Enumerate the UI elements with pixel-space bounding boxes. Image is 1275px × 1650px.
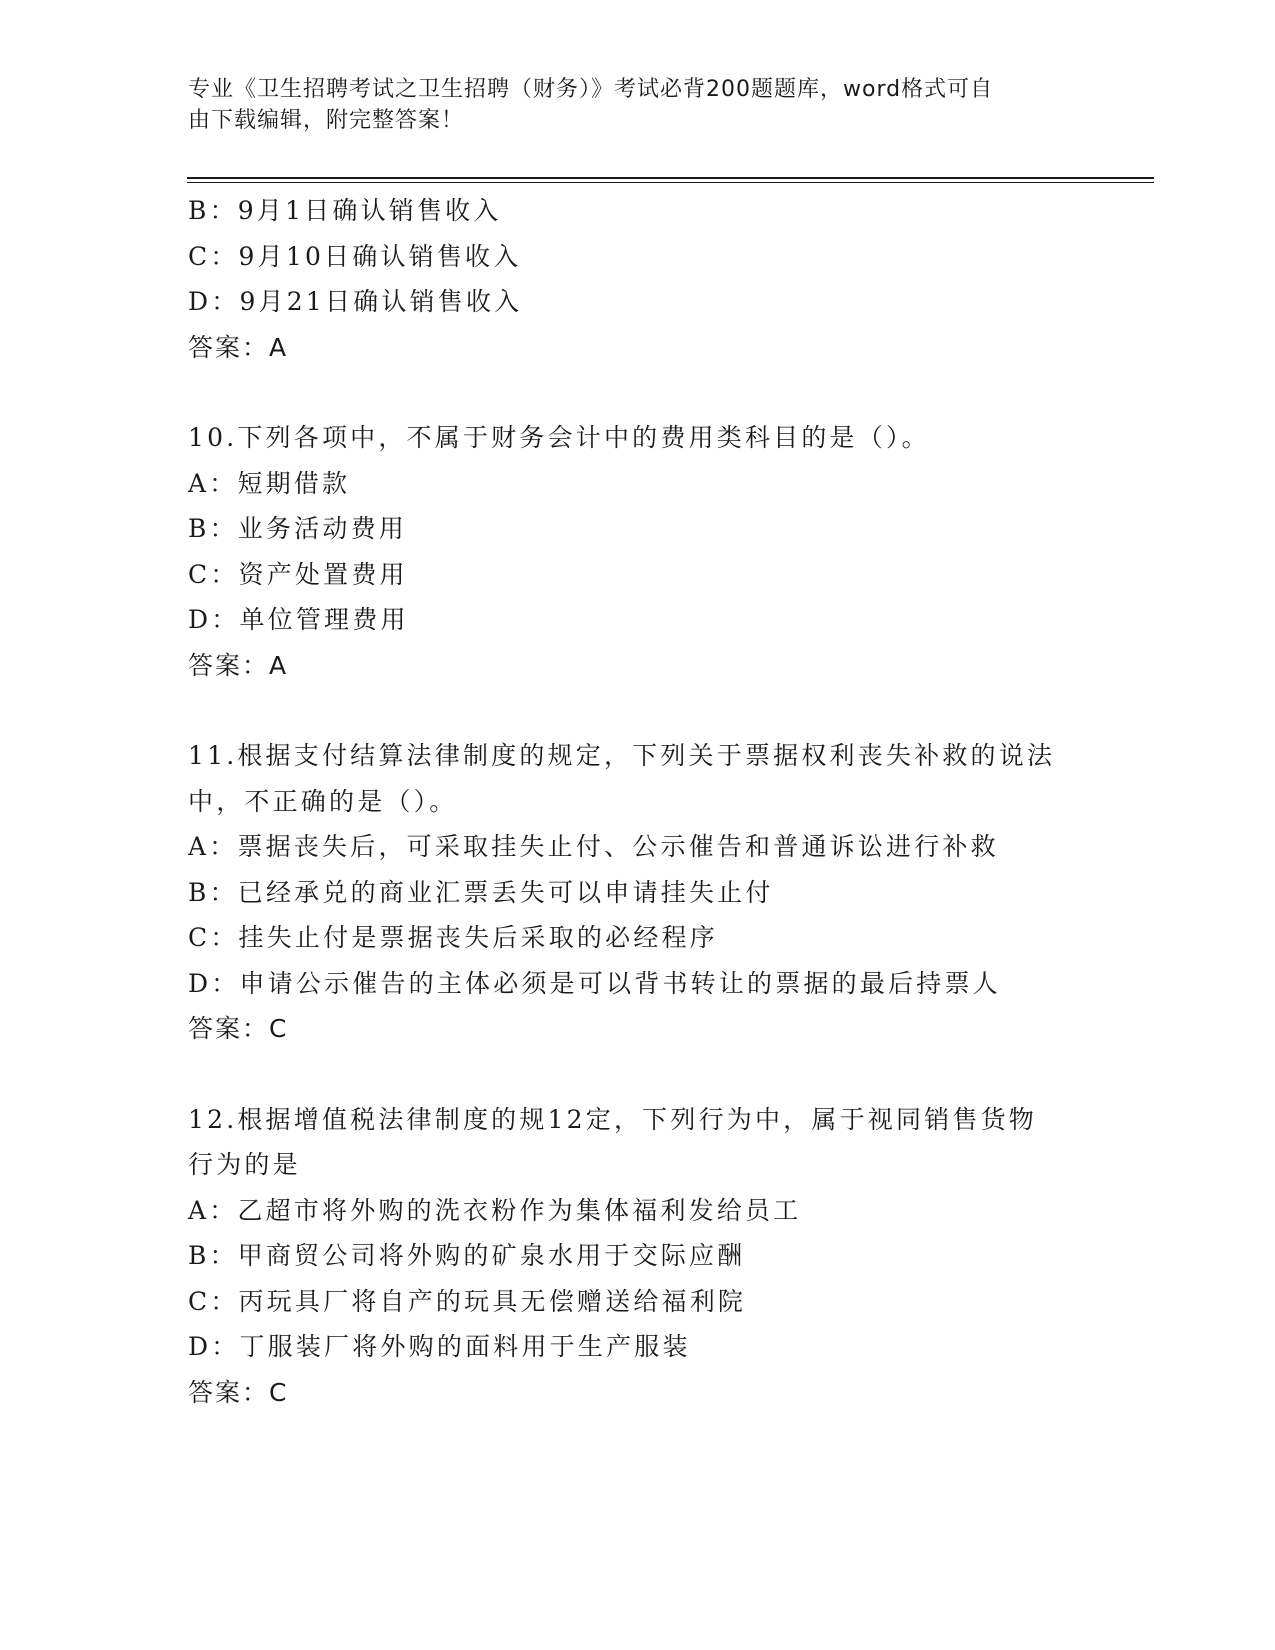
option-c: C：挂失止付是票据丧失后采取的必经程序 — [188, 923, 718, 952]
header-line-1: 专业《卫生招聘考试之卫生招聘（财务）》考试必背200题题库，word格式可自 — [188, 77, 994, 102]
document-header — [188, 74, 1068, 136]
option-c: C：丙玩具厂将自产的玩具无偿赠送给福利院 — [188, 1286, 747, 1316]
answer: 答案：A — [188, 650, 289, 680]
header-divider-thick — [187, 177, 1154, 179]
question-stem: 10.下列各项中，不属于财务会计中的费用类科目的是（）。 — [188, 423, 930, 452]
answer: 答案：C — [188, 1014, 289, 1043]
option-d: D：9月21日确认销售收入 — [188, 287, 523, 316]
option-d: D：单位管理费用 — [188, 605, 409, 634]
question-12 — [188, 1097, 1088, 1416]
answer: 答案：C — [188, 1377, 289, 1407]
question-9 — [188, 188, 1088, 370]
question-10 — [188, 415, 1088, 688]
question-list — [188, 188, 1088, 1415]
option-b: B：业务活动费用 — [188, 514, 407, 543]
question-stem-line-1: 12.根据增值税法律制度的规12定，下列行为中，属于视同销售货物 — [188, 1104, 1037, 1134]
question-11 — [188, 733, 1088, 1052]
header-line-2: 由下载编辑，附完整答案！ — [188, 108, 465, 133]
question-stem-line-1: 11.根据支付结算法律制度的规定，下列关于票据权利丧失补救的说法 — [188, 741, 1056, 770]
question-stem-line-2: 行为的是 — [188, 1150, 301, 1179]
spacer — [188, 370, 1088, 415]
option-d: D：丁服装厂将外购的面料用于生产服装 — [188, 1332, 691, 1361]
question-stem-line-2: 中，不正确的是（）。 — [188, 786, 458, 816]
answer: 答案：A — [188, 332, 289, 362]
option-c: C：9月10日确认销售收入 — [188, 241, 522, 271]
option-b: B：9月1日确认销售收入 — [188, 196, 502, 225]
spacer — [188, 1052, 1088, 1097]
option-a: A：短期借款 — [188, 468, 351, 498]
option-b: B：已经承兑的商业汇票丢失可以申请挂失止付 — [188, 877, 774, 907]
option-b: B：甲商贸公司将外购的矿泉水用于交际应酬 — [188, 1241, 746, 1270]
option-d: D：申请公示催告的主体必须是可以背书转让的票据的最后持票人 — [188, 968, 1001, 998]
spacer — [188, 688, 1088, 733]
option-c: C：资产处置费用 — [188, 559, 408, 589]
header-divider-thin — [187, 182, 1154, 183]
option-a: A：乙超市将外购的洗衣粉作为集体福利发给员工 — [188, 1195, 802, 1225]
option-a: A：票据丧失后，可采取挂失止付、公示催告和普通诉讼进行补救 — [188, 832, 999, 861]
